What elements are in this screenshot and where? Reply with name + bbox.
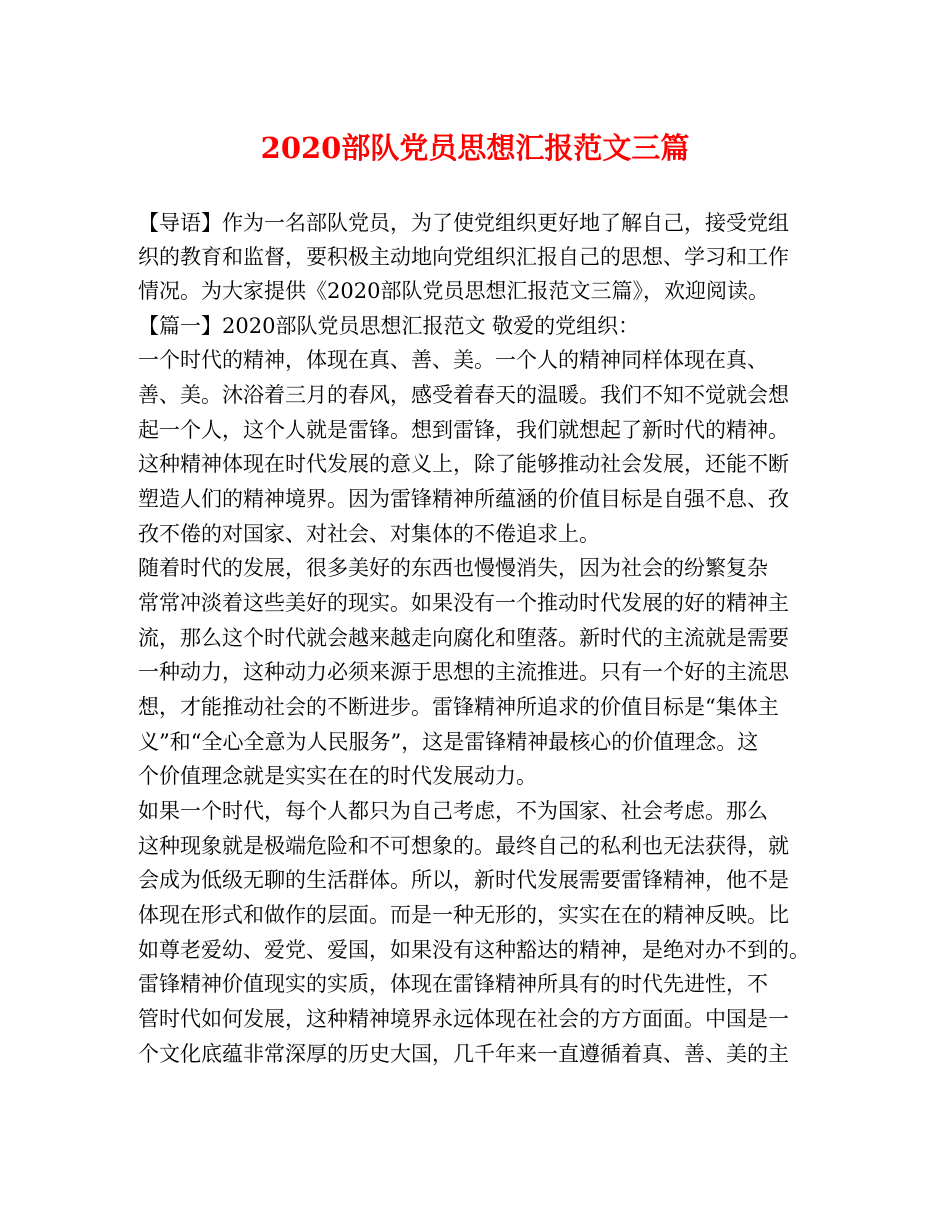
body-line: 流，那么这个时代就会越来越走向腐化和堕落。新时代的主流就是需要 <box>138 626 789 650</box>
body-line: 如尊老爱幼、爱党、爱国，如果没有这种豁达的精神，是绝对办不到的。 <box>138 938 810 962</box>
body-line: 情况。为大家提供《2020部队党员思想汇报范文三篇》，欢迎阅读。 <box>138 279 769 303</box>
body-line: 织的教育和监督，要积极主动地向党组织汇报自己的思想、学习和工作 <box>138 245 789 269</box>
body-line: 这种精神体现在时代发展的意义上，除了能够推动社会发展，还能不断 <box>138 452 789 476</box>
body-line: 个价值理念就是实实在在的时代发展动力。 <box>138 764 537 788</box>
body-line: 如果一个时代，每个人都只为自己考虑，不为国家、社会考虑。那么 <box>138 799 768 823</box>
body-line: 孜不倦的对国家、对社会、对集体的不倦追求上。 <box>138 522 600 546</box>
body-line: 起一个人，这个人就是雷锋。想到雷锋，我们就想起了新时代的精神。 <box>138 418 789 442</box>
body-line: 一个时代的精神，体现在真、善、美。一个人的精神同样体现在真、 <box>138 348 768 372</box>
body-line: 一种动力，这种动力必须来源于思想的主流推进。只有一个好的主流思 <box>138 660 789 684</box>
body-line: 常常冲淡着这些美好的现实。如果没有一个推动时代发展的好的精神主 <box>138 591 789 615</box>
body-line: 义”和“全心全意为人民服务”，这是雷锋精神最核心的价值理念。这 <box>138 730 759 754</box>
body-line: 管时代如何发展，这种精神境界永远体现在社会的方方面面。中国是一 <box>138 1007 789 1031</box>
body-line: 会成为低级无聊的生活群体。所以，新时代发展需要雷锋精神，他不是 <box>138 868 789 892</box>
body-line: 塑造人们的精神境界。因为雷锋精神所蕴涵的价值目标是自强不息、孜 <box>138 487 789 511</box>
body-line: 体现在形式和做作的层面。而是一种无形的，实实在在的精神反映。比 <box>138 903 789 927</box>
body-line: 想，才能推动社会的不断进步。雷锋精神所追求的价值目标是“集体主 <box>138 695 779 719</box>
body-line: 随着时代的发展，很多美好的东西也慢慢消失，因为社会的纷繁复杂 <box>138 556 768 580</box>
body-line: 善、美。沐浴着三月的春风，感受着春天的温暖。我们不知不觉就会想 <box>138 383 789 407</box>
body-line: 【导语】作为一名部队党员，为了使党组织更好地了解自己，接受党组 <box>138 211 789 235</box>
body-line: 【篇一】2020部队党员思想汇报范文 敬爱的党组织： <box>138 314 640 338</box>
document-title: 2020部队党员思想汇报范文三篇 <box>260 131 690 165</box>
body-line: 个文化底蕴非常深厚的历史大国，几千年来一直遵循着真、善、美的主 <box>138 1042 789 1066</box>
body-line: 这种现象就是极端危险和不可想象的。最终自己的私利也无法获得，就 <box>138 834 789 858</box>
body-line: 雷锋精神价值现实的实质，体现在雷锋精神所具有的时代先进性，不 <box>138 972 768 996</box>
